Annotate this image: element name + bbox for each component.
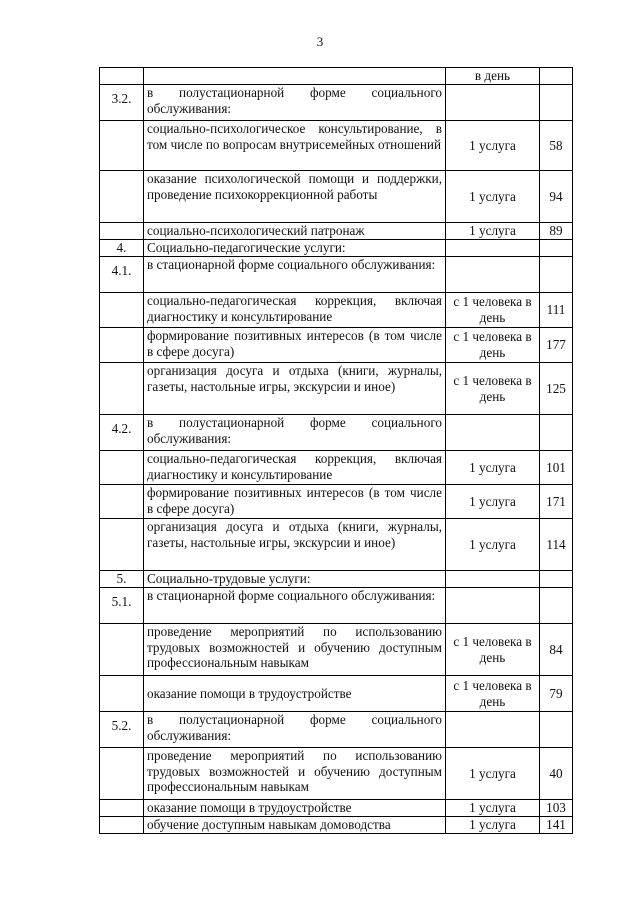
- section-heading: в полустационарной форме социального обслуживания:: [144, 415, 446, 451]
- unit-of-measure: с 1 человека в день: [446, 293, 540, 328]
- unit-of-measure: 1 услуга: [446, 171, 540, 223]
- service-name: оказание помощи в трудоустройстве: [144, 676, 446, 712]
- tariff-value: 101: [540, 451, 573, 485]
- unit-of-measure: с 1 человека в день: [446, 676, 540, 712]
- service-name: социально-педагогическая коррекция, включая диагностику и консультирование: [144, 293, 446, 328]
- row-number: 5.1.: [100, 588, 144, 624]
- section-heading: в полустационарной форме социального обслуживания:: [144, 85, 446, 121]
- table-row: [100, 588, 573, 624]
- row-number: [100, 68, 144, 85]
- table-row: [100, 240, 573, 257]
- tariff-value: 114: [540, 519, 573, 571]
- tariff-value: [540, 257, 573, 293]
- tariff-value: [540, 415, 573, 451]
- row-number: [100, 328, 144, 363]
- unit-of-measure: [446, 588, 540, 624]
- section-heading: Социально-педагогические услуги:: [144, 240, 446, 257]
- service-name: социально-психологический патронаж: [144, 223, 446, 240]
- section-heading: в стационарной форме социального обслуживания:: [144, 588, 446, 624]
- unit-of-measure: [446, 85, 540, 121]
- service-name: проведение мероприятий по использованию трудовых возможностей и обучению доступным профессиональным навыкам: [144, 624, 446, 676]
- service-name: оказание помощи в трудоустройстве: [144, 800, 446, 817]
- table-row: [100, 363, 573, 415]
- table-row: [100, 171, 573, 223]
- service-name: проведение мероприятий по использованию трудовых возможностей и обучению доступным профессиональным навыкам: [144, 748, 446, 800]
- tariff-value: 125: [540, 363, 573, 415]
- row-number: 5.2.: [100, 712, 144, 748]
- tariff-value: 94: [540, 171, 573, 223]
- unit-of-measure: 1 услуга: [446, 485, 540, 519]
- table-row: [100, 519, 573, 571]
- section-heading: в стационарной форме социального обслуживания:: [144, 257, 446, 293]
- row-number: [100, 485, 144, 519]
- table-row: [100, 712, 573, 748]
- section-heading: в полустационарной форме социального обслуживания:: [144, 712, 446, 748]
- services-table-body: [100, 68, 573, 834]
- unit-of-measure: с 1 человека в день: [446, 624, 540, 676]
- tariff-value: 84: [540, 624, 573, 676]
- row-number: [100, 624, 144, 676]
- row-number: [100, 800, 144, 817]
- service-name: формирование позитивных интересов (в том числе в сфере досуга): [144, 328, 446, 363]
- tariff-value: 40: [540, 748, 573, 800]
- table-row: [100, 451, 573, 485]
- table-row: [100, 485, 573, 519]
- tariff-value: 58: [540, 121, 573, 171]
- unit-of-measure: [446, 257, 540, 293]
- page-number: 3: [316, 34, 324, 49]
- unit-of-measure: с 1 человека в день: [446, 328, 540, 363]
- row-number: 4.2.: [100, 415, 144, 451]
- row-number: 4.1.: [100, 257, 144, 293]
- table-row: [100, 676, 573, 712]
- unit-of-measure: 1 услуга: [446, 800, 540, 817]
- service-name: обучение доступным навыкам домоводства: [144, 817, 446, 834]
- tariff-value: [540, 240, 573, 257]
- tariff-value: 171: [540, 485, 573, 519]
- tariff-value: 177: [540, 328, 573, 363]
- table-row: [100, 121, 573, 171]
- unit-of-measure: с 1 человека в день: [446, 363, 540, 415]
- tariff-value: 141: [540, 817, 573, 834]
- unit-of-measure: 1 услуга: [446, 121, 540, 171]
- row-number: [100, 293, 144, 328]
- row-number: [100, 223, 144, 240]
- row-number: 4.: [100, 240, 144, 257]
- table-row: [100, 223, 573, 240]
- service-name: организация досуга и отдыха (книги, журналы, газеты, настольные игры, экскурсии и иное): [144, 363, 446, 415]
- table-row: [100, 817, 573, 834]
- service-name: оказание психологической помощи и поддержки, проведение психокоррекционной работы: [144, 171, 446, 223]
- table-row: [100, 571, 573, 588]
- table-row: [100, 68, 573, 85]
- row-number: [100, 451, 144, 485]
- row-number: [100, 748, 144, 800]
- service-name: формирование позитивных интересов (в том числе в сфере досуга): [144, 485, 446, 519]
- table-row: [100, 328, 573, 363]
- table-row: [100, 257, 573, 293]
- row-number: [100, 519, 144, 571]
- row-number: 5.: [100, 571, 144, 588]
- table-row: [100, 748, 573, 800]
- unit-of-measure: [446, 712, 540, 748]
- tariff-value: [540, 712, 573, 748]
- tariff-value: 89: [540, 223, 573, 240]
- section-heading: Социально-трудовые услуги:: [144, 571, 446, 588]
- unit-of-measure: 1 услуга: [446, 223, 540, 240]
- unit-of-measure: 1 услуга: [446, 817, 540, 834]
- row-number: [100, 676, 144, 712]
- tariff-value: [540, 571, 573, 588]
- tariff-value: 79: [540, 676, 573, 712]
- unit-of-measure: 1 услуга: [446, 519, 540, 571]
- row-number: [100, 817, 144, 834]
- unit-of-measure: в день: [446, 68, 540, 85]
- row-number: 3.2.: [100, 85, 144, 121]
- unit-of-measure: 1 услуга: [446, 451, 540, 485]
- row-number: [100, 121, 144, 171]
- unit-of-measure: 1 услуга: [446, 748, 540, 800]
- table-row: [100, 293, 573, 328]
- unit-of-measure: [446, 415, 540, 451]
- tariff-value: 111: [540, 293, 573, 328]
- row-number: [100, 363, 144, 415]
- service-name: социально-психологическое консультирование, в том числе по вопросам внутрисемейных отношений: [144, 121, 446, 171]
- services-table: [99, 67, 573, 834]
- tariff-value: [540, 85, 573, 121]
- unit-of-measure: [446, 571, 540, 588]
- service-name: организация досуга и отдыха (книги, журналы, газеты, настольные игры, экскурсии и иное): [144, 519, 446, 571]
- tariff-value: [540, 588, 573, 624]
- service-name: [144, 68, 446, 85]
- row-number: [100, 171, 144, 223]
- table-row: [100, 624, 573, 676]
- service-name: социально-педагогическая коррекция, включая диагностику и консультирование: [144, 451, 446, 485]
- tariff-value: [540, 68, 573, 85]
- unit-of-measure: [446, 240, 540, 257]
- table-row: [100, 85, 573, 121]
- table-row: [100, 415, 573, 451]
- table-row: [100, 800, 573, 817]
- tariff-value: 103: [540, 800, 573, 817]
